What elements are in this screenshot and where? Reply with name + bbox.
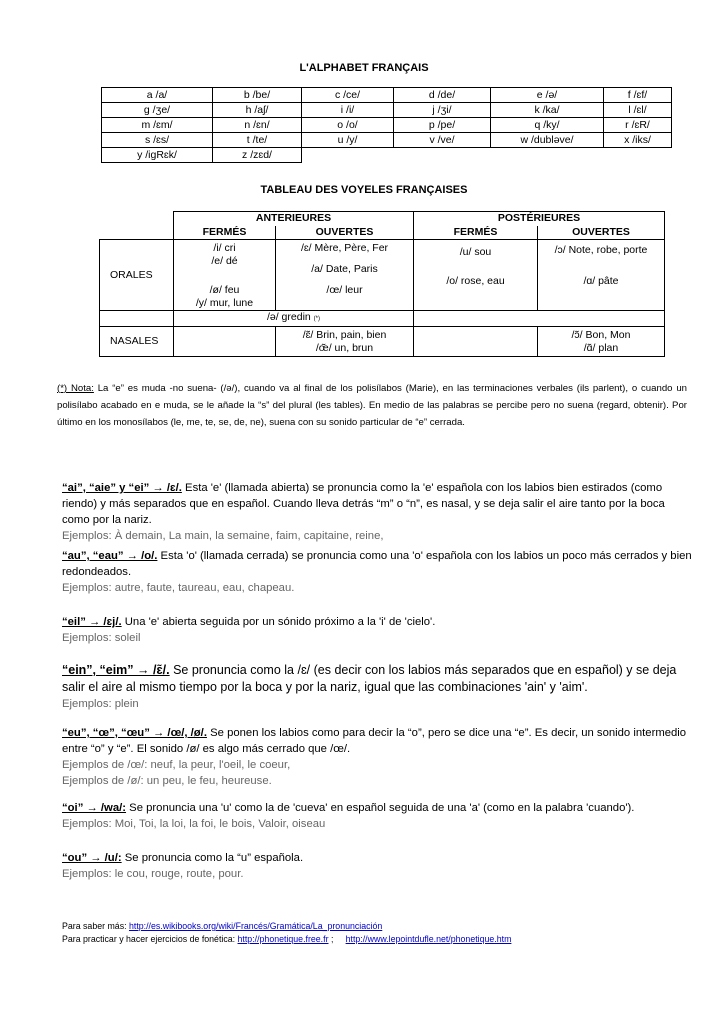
vowel-o-slash: /ø/ feu (209, 284, 240, 296)
alphabet-cell: v /ve/ (394, 133, 491, 148)
footer-separator: ; (328, 934, 346, 944)
section-text: Esta 'e' (llamada abierta) se pronuncia como la 'e' española con los labios bien estirados (como riendo) y más separados que en español. Cuando lleva detrás “m” o “n”, es nasal, y se deja salir el aire tanto por la boca como por la nariz. (62, 482, 665, 526)
alphabet-cell (604, 148, 672, 163)
section-heading: “ai”, “aie” y “ei” → /ɛ/. (62, 482, 182, 494)
vowel-open-e: /ɛ/ Mère, Père, Fer (300, 242, 389, 254)
alphabet-cell: a /a/ (102, 88, 213, 103)
section-examples: Ejemplos: le cou, rouge, route, pour. (62, 868, 244, 880)
alphabet-cell: e /ə/ (491, 88, 604, 103)
section-examples: Ejemplos: soleil (62, 632, 141, 644)
section-heading: “eil” → /ɛj/. (62, 616, 122, 628)
footnote (57, 380, 687, 431)
section-examples: Ejemplos de /ø/: un peu, le feu, heureuse. (62, 775, 272, 787)
alphabet-cell (394, 148, 491, 163)
phonetique-link[interactable]: http://phonetique.free.fr (237, 934, 329, 944)
alphabet-cell: z /zɛd/ (213, 148, 302, 163)
section-heading: “eu”, “œ”, “œu” → /œ/, /ø/. (62, 727, 207, 739)
vowel-alpha: /ɑ/ pâte (583, 275, 619, 287)
footer-line-1 (62, 920, 702, 932)
alphabet-table (101, 87, 672, 163)
nasal-oe: /œ̃/ un, brun (315, 341, 374, 354)
alphabet-cell: p /pe/ (394, 118, 491, 133)
alphabet-cell (491, 148, 604, 163)
alphabet-cell: o /o/ (302, 118, 394, 133)
schwa-note-mark: (*) (313, 316, 321, 322)
header-post-ouvertes: OUVERTES (538, 226, 665, 240)
vowel-y: /y/ mur, lune (195, 297, 254, 309)
alphabet-cell: w /dubləve/ (491, 133, 604, 148)
header-ant-fermes: FERMÉS (174, 226, 276, 240)
alphabet-title: L'ALPHABET FRANÇAIS (299, 62, 429, 74)
header-anteriores: ANTERIEURES (174, 212, 414, 226)
section-text: Se ponen los labios como para decir la “o”, pero se dice una “e”. Es decir, un sonido intermedio entre “o” y “e”. El sonido /ø/ es algo más cerrado que /œ/. (62, 727, 687, 755)
section-text: Se pronuncia como la “u” española. (121, 852, 304, 864)
alphabet-cell: t /te/ (213, 133, 302, 148)
section-text: Se pronuncia una 'u' como la de 'cueva' en español seguida de una 'a' (como en la palabra 'cuando'). (126, 802, 635, 814)
section-text: Una 'e' abierta seguida por un sónido próximo a la 'i' de 'cielo'. (121, 616, 436, 628)
schwa-row (174, 311, 414, 327)
alphabet-cell: q /ky/ (491, 118, 604, 133)
footer-label-1: Para saber más: (62, 921, 129, 931)
vowel-oe: /œ/ leur (326, 284, 363, 296)
wikibooks-link[interactable]: http://es.wikibooks.org/wiki/Francés/Gramática/La_pronunciación (128, 921, 383, 931)
section-examples: Ejemplos: autre, faute, taureau, eau, chapeau. (62, 582, 295, 594)
vowel-schwa: /ə/ gredin (266, 311, 311, 323)
phonetic-section (62, 662, 692, 712)
section-examples: Ejemplos de /œ/: neuf, la peur, l'oeil, le coeur, (62, 759, 291, 771)
section-heading: “ein”, “eim” → /ɛ̃/. (62, 663, 170, 677)
alphabet-cell: i /i/ (302, 103, 394, 118)
vowel-e: /e/ dé (211, 255, 238, 267)
lepointdufle-link[interactable]: http://www.lepointdufle.net/phonetique.htm (345, 934, 512, 944)
nasal-e: /ɛ̃/ Brin, pain, bien (302, 328, 387, 341)
nasal-a: /ɑ̃/ plan (583, 341, 619, 354)
alphabet-cell (302, 148, 394, 163)
alphabet-cell: l /ɛl/ (604, 103, 672, 118)
row-label-nasales: NASALES (100, 327, 174, 357)
vowels-title: TABLEAU DES VOYELES FRANÇAISES (260, 184, 468, 196)
alphabet-cell: s /ɛs/ (102, 133, 213, 148)
vowel-a: /a/ Date, Paris (311, 263, 378, 275)
alphabet-cell: c /ce/ (302, 88, 394, 103)
section-examples: Ejemplos: Moi, Toi, la loi, la foi, le bois, Valoir, oiseau (62, 818, 326, 830)
phonetic-section (62, 614, 692, 646)
section-heading: “oi” → /wa/: (62, 802, 127, 814)
alphabet-cell: d /de/ (394, 88, 491, 103)
section-examples: Ejemplos: À demain, La main, la semaine, faim, capitaine, reine, (62, 530, 384, 542)
alphabet-cell: n /ɛn/ (213, 118, 302, 133)
alphabet-cell: j /ʒi/ (394, 103, 491, 118)
vowel-o: /o/ rose, eau (446, 275, 505, 287)
alphabet-cell: b /be/ (213, 88, 302, 103)
section-heading: “au”, “eau” → /o/. (62, 550, 158, 562)
phonetic-section (62, 548, 692, 596)
alphabet-cell: x /iks/ (604, 133, 672, 148)
vowel-open-o: /ɔ/ Note, robe, porte (554, 244, 648, 256)
phonetic-section (62, 800, 692, 832)
phonetic-section (62, 725, 692, 789)
section-heading: “ou” → /u/: (62, 852, 122, 864)
alphabet-cell: h /aʃ/ (213, 103, 302, 118)
phonetic-section (62, 480, 692, 544)
vowels-table (99, 211, 665, 357)
alphabet-cell: m /ɛm/ (102, 118, 213, 133)
vowel-i: /i/ cri (213, 242, 236, 254)
alphabet-cell: r /ɛR/ (604, 118, 672, 133)
alphabet-cell: g /ʒe/ (102, 103, 213, 118)
alphabet-cell: y /igRɛk/ (102, 148, 213, 163)
row-label-orales: ORALES (100, 240, 174, 311)
phonetic-section (62, 850, 692, 882)
alphabet-cell: u /y/ (302, 133, 394, 148)
footer-label-2: Para practicar y hacer ejercicios de fonética: (62, 934, 238, 944)
nasal-o: /ɔ̃/ Bon, Mon (571, 328, 631, 341)
section-examples: Ejemplos: plein (62, 698, 139, 710)
section-text: Se pronuncia como la /ɛ/ (es decir con los labios más separados que en español) y se deja salir el aire al mismo tiempo por la boca y por la nariz, igual que las combinaciones 'ain' y 'aim'. (62, 663, 677, 694)
footer-line-2 (62, 933, 702, 945)
header-ant-ouvertes: OUVERTES (276, 226, 414, 240)
alphabet-cell: f /ɛf/ (604, 88, 672, 103)
footnote-text: La “e” es muda -no suena- (/ə/), cuando va al final de los polisílabos (Marie), en las terminaciones verbales (ils parlent), o cuando un polisílabo acabado en e muda, se le añade la “s” del plural (les tables). En medio de las palabras se percibe pero no suena (regard, obtenir). Por último en los monosílabos (le, me, te, se, de, ne), suena con su sonido particular de “e” cerrada. (57, 383, 687, 428)
vowel-u: /u/ sou (459, 246, 492, 258)
header-posteriores: POSTÉRIEURES (414, 212, 665, 226)
section-text: Esta 'o' (llamada cerrada) se pronuncia como una 'o' española con los labios un poco más cerrados y bien redondeados. (62, 550, 692, 578)
footnote-label: (*) Nota: (57, 383, 94, 394)
header-post-fermes: FERMÉS (414, 226, 538, 240)
alphabet-cell: k /ka/ (491, 103, 604, 118)
